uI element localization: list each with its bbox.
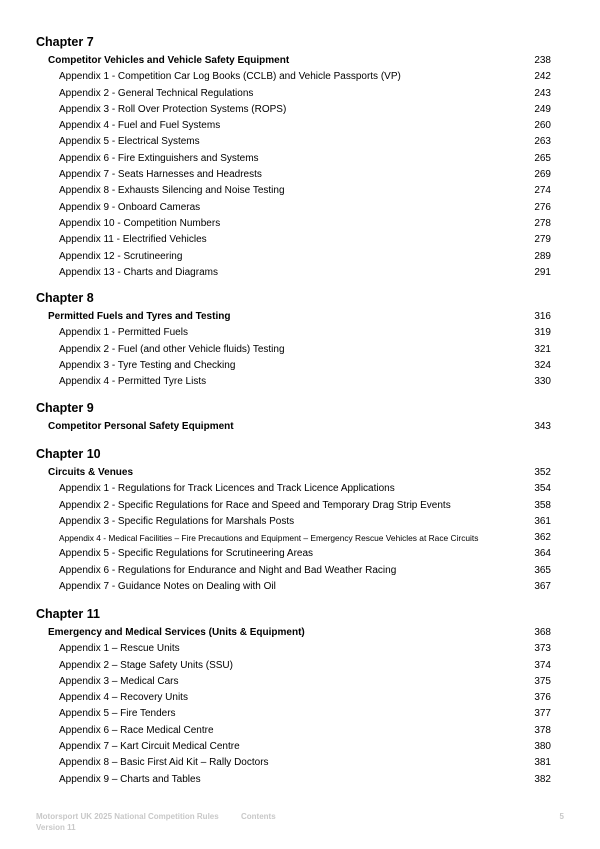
page-number: 376 <box>534 692 551 704</box>
appendix-label: Appendix 3 - Tyre Testing and Checking <box>59 359 236 371</box>
section-entry[interactable] <box>36 465 551 481</box>
appendix-label: Appendix 5 - Specific Regulations for Scrutineering Areas <box>59 548 314 560</box>
appendix-entry[interactable] <box>36 579 551 595</box>
appendix-label: Appendix 6 - Regulations for Endurance and Night and Bad Weather Racing <box>59 564 397 576</box>
page-number: 373 <box>534 643 551 655</box>
page-number: 263 <box>534 136 551 148</box>
page-number: 324 <box>534 359 551 371</box>
appendix-label: Appendix 10 - Competition Numbers <box>59 217 221 229</box>
chapter-title: Chapter 8 <box>36 291 94 305</box>
page-number: 343 <box>534 421 551 432</box>
page-number: 321 <box>534 343 551 355</box>
page-number: 243 <box>534 87 551 99</box>
appendix-entry[interactable] <box>36 530 551 546</box>
appendix-entry[interactable] <box>36 755 551 771</box>
section-entry[interactable] <box>36 625 551 641</box>
section-label: Permitted Fuels and Tyres and Testing <box>48 311 231 322</box>
appendix-label: Appendix 8 – Basic First Aid Kit – Rally Doctors <box>59 757 269 769</box>
section-entry[interactable] <box>36 53 551 69</box>
section-label: Competitor Vehicles and Vehicle Safety Equipment <box>48 55 290 66</box>
appendix-label: Appendix 4 – Recovery Units <box>59 692 188 704</box>
appendix-entry[interactable] <box>36 69 551 85</box>
footer-version: Version 11 <box>36 823 76 832</box>
appendix-entry[interactable] <box>36 772 551 788</box>
appendix-entry[interactable] <box>36 723 551 739</box>
chapter-title: Chapter 7 <box>36 35 94 49</box>
appendix-label: Appendix 2 - General Technical Regulations <box>59 87 254 99</box>
appendix-entry[interactable] <box>36 151 551 167</box>
chapter-10 <box>36 446 551 595</box>
appendix-entry[interactable] <box>36 134 551 150</box>
appendix-label: Appendix 7 - Guidance Notes on Dealing with Oil <box>59 581 276 593</box>
appendix-entry[interactable] <box>36 674 551 690</box>
page-number: 361 <box>534 515 551 527</box>
appendix-entry[interactable] <box>36 563 551 579</box>
page-number: 249 <box>534 103 551 115</box>
page-number: 274 <box>534 185 551 197</box>
appendix-entry[interactable] <box>36 514 551 530</box>
section-label: Competitor Personal Safety Equipment <box>48 421 234 432</box>
page-number: 364 <box>534 548 551 560</box>
appendix-label: Appendix 2 – Stage Safety Units (SSU) <box>59 659 233 671</box>
appendix-label: Appendix 3 - Roll Over Protection Systems (ROPS) <box>59 103 287 115</box>
appendix-label: Appendix 7 – Kart Circuit Medical Centre <box>59 741 240 753</box>
appendix-label: Appendix 6 - Fire Extinguishers and Systems <box>59 152 259 164</box>
page-number: 242 <box>534 71 551 83</box>
page-number: 316 <box>534 311 551 322</box>
appendix-label: Appendix 4 - Permitted Tyre Lists <box>59 376 207 388</box>
appendix-entry[interactable] <box>36 498 551 514</box>
chapter-9 <box>36 400 551 435</box>
page-number: 380 <box>534 741 551 753</box>
appendix-entry[interactable] <box>36 118 551 134</box>
appendix-entry[interactable] <box>36 249 551 265</box>
page-number: 330 <box>534 376 551 388</box>
page-number: 358 <box>534 499 551 511</box>
appendix-label: Appendix 8 - Exhausts Silencing and Noise Testing <box>59 185 285 197</box>
appendix-label: Appendix 12 - Scrutineering <box>59 250 183 262</box>
appendix-entry[interactable] <box>36 216 551 232</box>
page-number: 381 <box>534 757 551 769</box>
page-number: 365 <box>534 564 551 576</box>
section-entry[interactable] <box>36 419 551 435</box>
page-number: 368 <box>534 627 551 638</box>
appendix-entry[interactable] <box>36 200 551 216</box>
page-number: 382 <box>534 773 551 785</box>
appendix-label: Appendix 4 - Medical Facilities – Fire Precautions and Equipment – Emergency Rescue Vehicles at Race Circuits <box>59 533 479 544</box>
appendix-label: Appendix 1 - Permitted Fuels <box>59 327 188 339</box>
appendix-label: Appendix 13 - Charts and Diagrams <box>59 266 218 278</box>
appendix-entry[interactable] <box>36 183 551 199</box>
footer-section-name: Contents <box>241 812 276 821</box>
page-number: 375 <box>534 675 551 687</box>
chapter-11 <box>36 606 551 788</box>
page-number: 278 <box>534 217 551 229</box>
appendix-entry[interactable] <box>36 739 551 755</box>
appendix-label: Appendix 3 – Medical Cars <box>59 675 179 687</box>
appendix-label: Appendix 7 - Seats Harnesses and Headrests <box>59 169 262 181</box>
appendix-entry[interactable] <box>36 546 551 562</box>
footer-document-title: Motorsport UK 2025 National Competition Rules <box>36 812 219 821</box>
appendix-label: Appendix 5 – Fire Tenders <box>59 708 176 720</box>
appendix-entry[interactable] <box>36 706 551 722</box>
page-number: 352 <box>534 467 551 478</box>
page-number: 265 <box>534 152 551 164</box>
appendix-entry[interactable] <box>36 102 551 118</box>
appendix-entry[interactable] <box>36 232 551 248</box>
appendix-label: Appendix 2 - Fuel (and other Vehicle fluids) Testing <box>59 343 285 355</box>
appendix-entry[interactable] <box>36 86 551 102</box>
appendix-entry[interactable] <box>36 265 551 281</box>
chapter-7 <box>36 34 551 281</box>
appendix-entry[interactable] <box>36 658 551 674</box>
page-number: 319 <box>534 327 551 339</box>
appendix-entry[interactable] <box>36 167 551 183</box>
section-label: Circuits & Venues <box>48 467 134 478</box>
page-number: 260 <box>534 120 551 132</box>
appendix-entry[interactable] <box>36 342 551 358</box>
appendix-label: Appendix 6 – Race Medical Centre <box>59 724 214 736</box>
section-label: Emergency and Medical Services (Units & Equipment) <box>48 627 305 638</box>
page-number: 374 <box>534 659 551 671</box>
page-number: 279 <box>534 234 551 246</box>
page-number: 367 <box>534 581 551 593</box>
appendix-label: Appendix 2 - Specific Regulations for Race and Speed and Temporary Drag Strip Events <box>59 499 451 511</box>
page-number: 291 <box>534 266 551 278</box>
chapter-8 <box>36 290 551 390</box>
chapter-title: Chapter 11 <box>36 607 100 621</box>
appendix-label: Appendix 9 – Charts and Tables <box>59 773 201 785</box>
appendix-entry[interactable] <box>36 325 551 341</box>
appendix-entry[interactable] <box>36 358 551 374</box>
appendix-label: Appendix 1 – Rescue Units <box>59 643 180 655</box>
appendix-label: Appendix 1 - Regulations for Track Licences and Track Licence Applications <box>59 483 395 495</box>
page-number: 238 <box>534 55 551 66</box>
appendix-label: Appendix 11 - Electrified Vehicles <box>59 234 207 246</box>
page-number: 362 <box>534 532 551 544</box>
page-number: 378 <box>534 724 551 736</box>
appendix-entry[interactable] <box>36 374 551 390</box>
appendix-label: Appendix 4 - Fuel and Fuel Systems <box>59 120 221 132</box>
section-entry[interactable] <box>36 309 551 325</box>
chapter-title: Chapter 10 <box>36 447 101 461</box>
page-number: 354 <box>534 483 551 495</box>
appendix-label: Appendix 5 - Electrical Systems <box>59 136 200 148</box>
chapter-title: Chapter 9 <box>36 401 94 415</box>
page-number: 289 <box>534 250 551 262</box>
footer-page-number: 5 <box>559 812 564 821</box>
appendix-entry[interactable] <box>36 690 551 706</box>
appendix-label: Appendix 9 - Onboard Cameras <box>59 201 201 213</box>
page-number: 377 <box>534 708 551 720</box>
page-number: 269 <box>534 169 551 181</box>
appendix-label: Appendix 3 - Specific Regulations for Marshals Posts <box>59 515 295 527</box>
appendix-entry[interactable] <box>36 481 551 497</box>
appendix-entry[interactable] <box>36 641 551 657</box>
page-number: 276 <box>534 201 551 213</box>
appendix-label: Appendix 1 - Competition Car Log Books (CCLB) and Vehicle Passports (VP) <box>59 71 401 83</box>
